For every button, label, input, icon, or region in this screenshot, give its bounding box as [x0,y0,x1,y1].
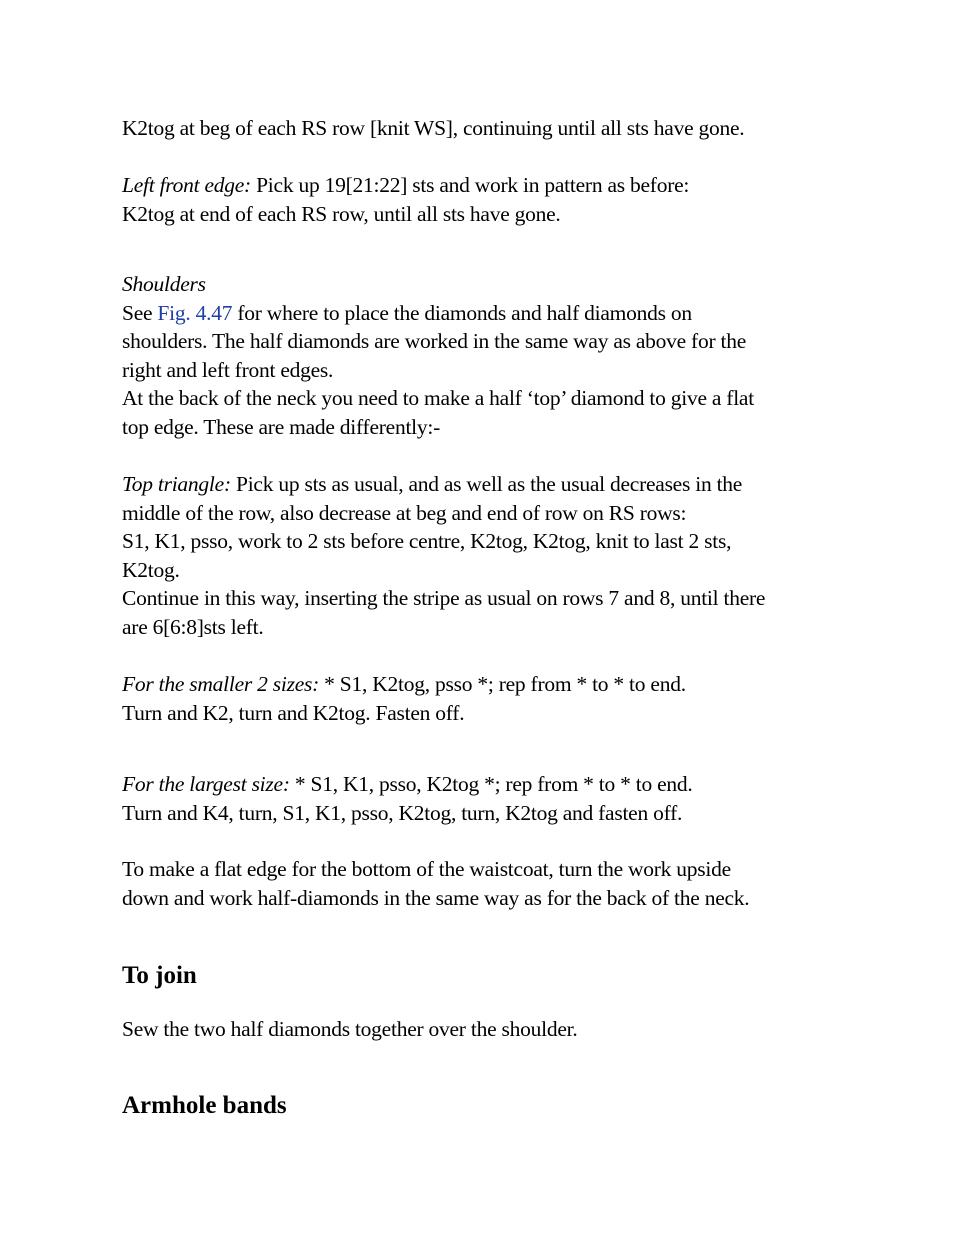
text-line [122,171,857,200]
text-run: See [122,300,158,325]
flat-edge-paragraph [122,855,857,912]
smaller-sizes-paragraph [122,670,857,727]
to-join-heading: To join [122,962,197,989]
text-run: Pick up 19[21:22] sts and work in pattern as before: [250,173,690,197]
text-line: Sew the two half diamonds together over the shoulder. [122,1017,578,1041]
largest-size-lead: For the largest size: [122,772,290,796]
armhole-bands-heading: Armhole bands [122,1092,287,1119]
left-front-edge-lead: Left front edge: [122,173,251,197]
text-line [122,470,857,499]
text-line: down and work half-diamonds in the same way as for the back of the neck. [122,885,750,910]
text-line: At the back of the neck you need to make a half ‘top’ diamond to give a flat [122,386,754,411]
top-triangle-paragraph [122,470,857,642]
text-line: right and left front edges. [122,357,334,382]
top-triangle-lead: Top triangle: [122,472,231,496]
smaller-sizes-lead: For the smaller 2 sizes: [122,672,320,696]
text-line: middle of the row, also decrease at beg and end of row on RS rows: [122,500,687,525]
text-line: top edge. These are made differently:- [122,414,441,439]
text-line: shoulders. The half diamonds are worked in the same way as above for the [122,329,747,354]
text-line: K2tog at end of each RS row, until all sts have gone. [122,201,561,226]
largest-size-paragraph [122,770,857,827]
intro-paragraph [122,114,857,143]
shoulders-subheading: Shoulders [122,272,206,296]
to-join-paragraph [122,1015,857,1044]
text-line: Continue in this way, inserting the stripe as usual on rows 7 and 8, until there [122,586,766,611]
text-line: K2tog at beg of each RS row [knit WS], continuing until all sts have gone. [122,116,745,140]
text-run: for where to place the diamonds and half diamonds on [232,300,692,325]
fig-4-47-link[interactable]: Fig. 4.47 [157,300,233,325]
text-line [122,299,857,328]
text-line: Turn and K4, turn, S1, K1, psso, K2tog, turn, K2tog and fasten off. [122,800,683,825]
shoulders-section [122,270,857,442]
left-front-edge-paragraph [122,171,857,228]
text-run: Pick up sts as usual, and as well as the usual decreases in the [230,472,743,496]
text-line [122,770,857,799]
text-run: * S1, K2tog, psso *; rep from * to * to end. [319,672,686,696]
text-line: Turn and K2, turn and K2tog. Fasten off. [122,700,465,725]
text-run: * S1, K1, psso, K2tog *; rep from * to * to end. [289,772,693,796]
text-line [122,670,857,699]
text-line: S1, K1, psso, work to 2 sts before centre, K2tog, K2tog, knit to last 2 sts, [122,529,732,554]
text-line: are 6[6:8]sts left. [122,614,264,639]
text-line: K2tog. [122,557,180,582]
text-line: To make a flat edge for the bottom of the waistcoat, turn the work upside [122,857,731,881]
